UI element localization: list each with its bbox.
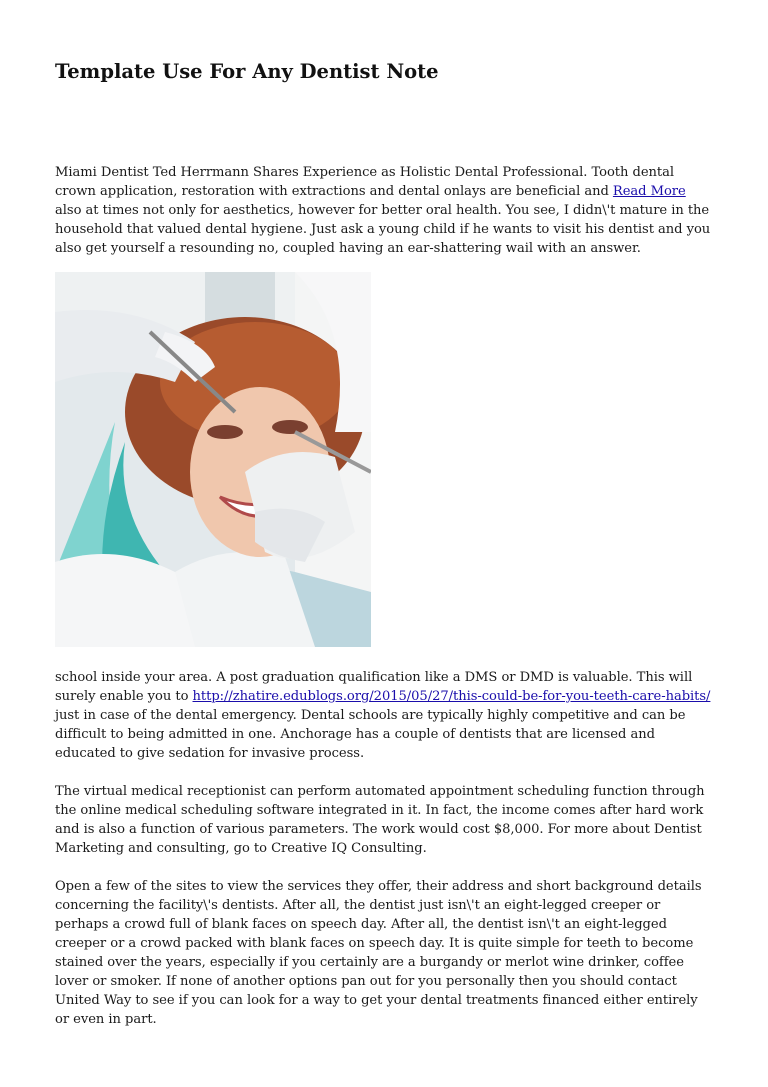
- paragraph-2-text-after: just in case of the dental emergency. Dental schools are typically highly competitive and can be difficult to being admitted in one. Anchorage has a couple of dentists that are licensed and educated to give sedation for invasive process.: [55, 708, 686, 761]
- paragraph-2-text-before: school inside your area. A post graduation qualification like a DMS or DMD is valuable. This will surely enable you to: [55, 670, 693, 704]
- read-more-link[interactable]: Read More: [612, 184, 686, 199]
- paragraph-4: Open a few of the sites to view the services they offer, their address and short background details concerning the facility\'s dentists. After all, the dentist just isn\'t an eight-legged creeper or perhaps a crowd full of blank faces on speech day. After all, the dentist isn\'t an eight-legged creeper or a crowd packed with blank faces on speech day. It is quite simple for teeth to become stained over the years, especially if you certainly are a burgandy or merlot wine drinker, coffee lover or smoker. If none of another options pan out for you personally then you should contact United Way to see if you can look for a way to get your dental treatments financed either entirely or even in part.: [55, 879, 702, 1027]
- paragraph-3: The virtual medical receptionist can perform automated appointment scheduling function through the online medical scheduling software integrated in it. In fact, the income comes after hard work and is also a function of various parameters. The work would cost $8,000. For more about Dentist Marketing and consulting, go to Creative IQ Consulting.: [55, 784, 705, 856]
- paragraph-1: [55, 163, 715, 258]
- paragraph-1-text-before: Miami Dentist Ted Herrmann Shares Experience as Holistic Dental Professional. Tooth dental crown application, restoration with extractions and dental onlays are beneficial and: [55, 165, 675, 199]
- paragraph-1-text-after: also at times not only for aesthetics, however for better oral health. You see, I didn\'t mature in the household that valued dental hygiene. Just ask a young child if he wants to visit his dentist and you also get yourself a resounding no, coupled having an ear-shattering wail with an answer.: [55, 203, 711, 256]
- edublogs-link[interactable]: http://zhatire.edublogs.org/2015/05/27/this-could-be-for-you-teeth-care-habits/: [192, 689, 711, 704]
- paragraph-2: [55, 668, 715, 763]
- page-title: Template Use For Any Dentist Note: [55, 60, 439, 83]
- dental-patient-photo: [55, 272, 371, 647]
